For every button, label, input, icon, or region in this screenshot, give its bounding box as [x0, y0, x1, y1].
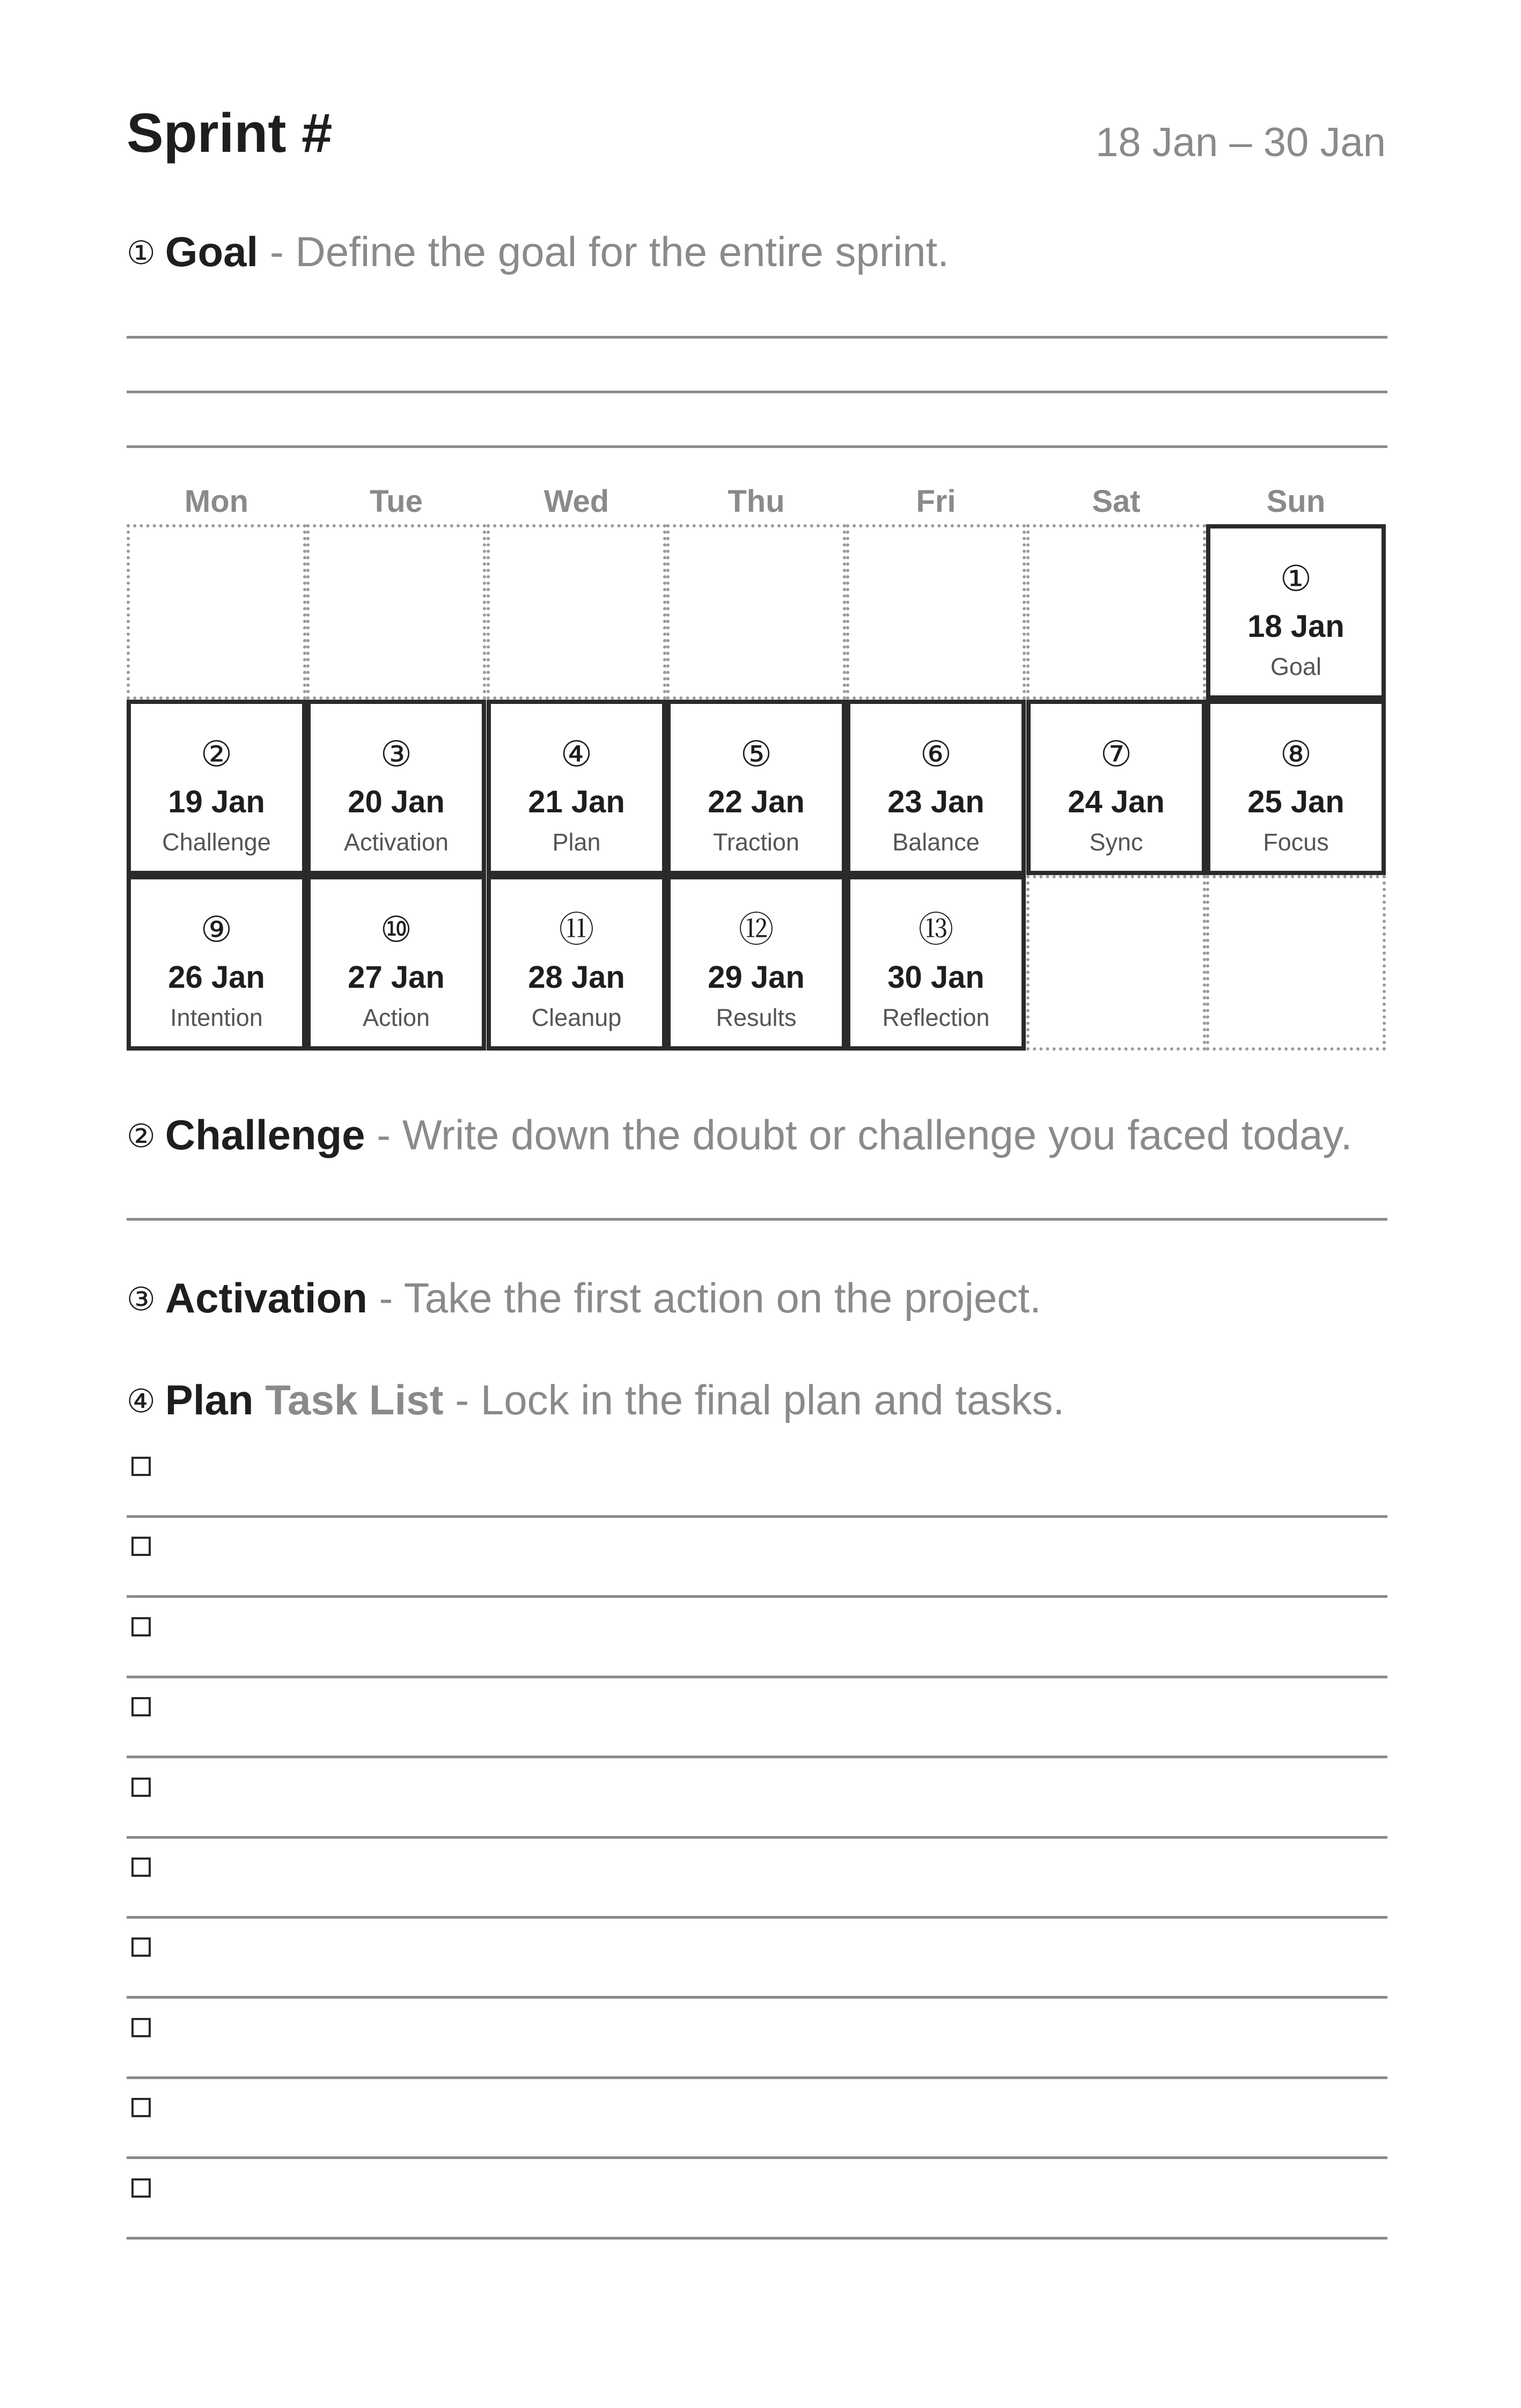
day-date: 29 Jan [708, 960, 805, 995]
day-number: ⑤ [740, 734, 773, 774]
task-checkbox[interactable] [131, 1457, 151, 1476]
day-date: 19 Jan [168, 784, 265, 819]
task-checkbox[interactable] [131, 1778, 151, 1797]
day-number: ⑦ [1100, 734, 1133, 774]
calendar-day-cell[interactable] [1206, 700, 1386, 875]
day-label: Intention [170, 1004, 263, 1031]
calendar-empty-cell [846, 524, 1026, 700]
plan-prompt [127, 1376, 1065, 1423]
goal-heading: Goal [165, 228, 259, 275]
weekday-header: Fri [916, 484, 956, 519]
date-range: 18 Jan – 30 Jan [1096, 120, 1386, 165]
challenge-heading: Challenge [165, 1111, 365, 1158]
task-row[interactable] [127, 1679, 1387, 1758]
task-row[interactable] [127, 1438, 1387, 1518]
day-label: Reflection [882, 1004, 990, 1031]
activation-heading: Activation [165, 1274, 368, 1322]
day-date: 24 Jan [1068, 784, 1165, 819]
task-row[interactable] [127, 1599, 1387, 1678]
day-number: ⑩ [380, 909, 413, 949]
task-row[interactable] [127, 1839, 1387, 1919]
task-checkbox[interactable] [131, 2178, 151, 2198]
weekday-header: Sun [1266, 484, 1326, 519]
day-number: ① [1280, 559, 1312, 598]
day-label: Challenge [162, 828, 271, 856]
weekday-header: Mon [184, 484, 249, 519]
day-number: ⑧ [1280, 734, 1312, 774]
day-number: ⑨ [200, 909, 233, 949]
calendar-empty-cell [487, 524, 666, 700]
task-row[interactable] [127, 2160, 1387, 2240]
day-number: ④ [560, 734, 593, 774]
day-date: 21 Jan [528, 784, 625, 819]
day-label: Cleanup [531, 1004, 622, 1031]
plan-task-list-label: Task List [265, 1376, 444, 1423]
day-date: 30 Jan [887, 960, 984, 995]
day-date: 27 Jan [348, 960, 445, 995]
activation-description: - Take the first action on the project. [379, 1274, 1041, 1322]
day-date: 25 Jan [1247, 784, 1344, 819]
day-date: 28 Jan [528, 960, 625, 995]
task-checkbox[interactable] [131, 1617, 151, 1636]
day-number: ⑪ [559, 909, 594, 949]
challenge-writing-line[interactable] [127, 1218, 1387, 1221]
weekday-header: Tue [370, 484, 423, 519]
task-row[interactable] [127, 1518, 1387, 1598]
task-row[interactable] [127, 1919, 1387, 1999]
calendar-day-cell[interactable] [487, 700, 666, 875]
calendar-empty-cell [666, 524, 846, 700]
day-date: 18 Jan [1247, 609, 1344, 644]
calendar-day-cell[interactable] [666, 875, 846, 1051]
calendar-day-cell[interactable] [846, 875, 1026, 1051]
day-label: Activation [343, 828, 449, 856]
task-checkbox[interactable] [131, 2018, 151, 2037]
goal-prompt [127, 228, 949, 275]
challenge-number: ② [127, 1118, 156, 1154]
day-label: Balance [892, 828, 980, 856]
task-checkbox[interactable] [131, 2098, 151, 2117]
plan-heading: Plan [165, 1376, 254, 1423]
challenge-description: - Write down the doubt or challenge you faced today. [377, 1111, 1353, 1158]
calendar-empty-cell [306, 524, 486, 700]
weekday-header: Sat [1092, 484, 1141, 519]
task-row[interactable] [127, 2000, 1387, 2079]
day-label: Sync [1089, 828, 1143, 856]
calendar-day-cell[interactable] [1026, 700, 1206, 875]
weekday-header: Wed [543, 484, 609, 519]
activation-prompt [127, 1274, 1041, 1322]
day-date: 20 Jan [348, 784, 445, 819]
calendar-day-cell[interactable] [846, 700, 1026, 875]
page-title: Sprint # [127, 102, 333, 164]
task-checkbox[interactable] [131, 1937, 151, 1957]
calendar-day-cell[interactable] [127, 700, 306, 875]
day-number: ⑥ [920, 734, 952, 774]
calendar-day-cell[interactable] [666, 700, 846, 875]
day-label: Action [362, 1004, 430, 1031]
day-label: Plan [552, 828, 601, 856]
day-label: Results [716, 1004, 797, 1031]
day-date: 26 Jan [168, 960, 265, 995]
goal-writing-line-3[interactable] [127, 445, 1387, 448]
goal-writing-line-2[interactable] [127, 391, 1387, 393]
day-number: ⑫ [738, 909, 774, 949]
task-checkbox[interactable] [131, 1697, 151, 1716]
plan-number: ④ [127, 1383, 156, 1419]
calendar-day-cell[interactable] [127, 875, 306, 1051]
day-number: ② [200, 734, 233, 774]
challenge-prompt [127, 1111, 1353, 1158]
goal-writing-line-1[interactable] [127, 336, 1387, 339]
day-number: ③ [380, 734, 413, 774]
calendar-day-cell[interactable] [1206, 524, 1386, 700]
calendar-empty-cell [1206, 875, 1386, 1051]
calendar-empty-cell [1026, 875, 1206, 1051]
calendar-day-cell[interactable] [487, 875, 666, 1051]
goal-description: - Define the goal for the entire sprint. [269, 228, 949, 275]
plan-description: - Lock in the final plan and tasks. [455, 1376, 1065, 1423]
task-checkbox[interactable] [131, 1858, 151, 1877]
day-label: Focus [1263, 828, 1329, 856]
day-number: ⑬ [918, 909, 954, 949]
day-date: 23 Jan [887, 784, 984, 819]
task-checkbox[interactable] [131, 1537, 151, 1556]
weekday-header: Thu [728, 484, 785, 519]
day-label: Goal [1270, 653, 1322, 680]
calendar-empty-cell [1026, 524, 1206, 700]
activation-number: ③ [127, 1281, 156, 1317]
task-row[interactable] [127, 2080, 1387, 2159]
task-row[interactable] [127, 1759, 1387, 1839]
day-label: Traction [713, 828, 799, 856]
day-date: 22 Jan [708, 784, 805, 819]
calendar-empty-cell [127, 524, 306, 700]
goal-number: ① [127, 235, 156, 271]
calendar-day-cell[interactable] [306, 700, 486, 875]
calendar-day-cell[interactable] [306, 875, 486, 1051]
